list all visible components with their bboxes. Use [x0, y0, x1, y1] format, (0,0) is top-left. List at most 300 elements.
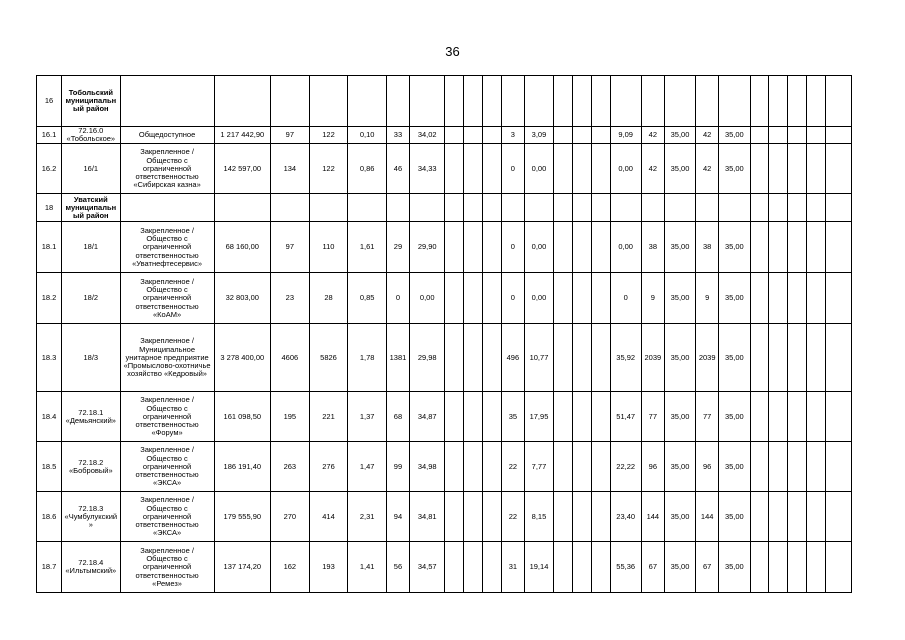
table-cell: 0,10	[348, 127, 387, 144]
table-cell: 18	[37, 194, 62, 222]
table-cell	[591, 222, 610, 273]
table-cell: 72.18.2 «Бобровый»	[62, 442, 121, 492]
table-cell	[591, 127, 610, 144]
table-cell: 179 555,90	[214, 492, 270, 542]
table-cell: Тобольский муниципальный район	[62, 76, 121, 127]
table-cell: 97	[271, 127, 310, 144]
table-cell: 9	[641, 273, 664, 324]
table-cell	[825, 273, 851, 324]
table-cell	[554, 442, 573, 492]
table-cell	[309, 76, 348, 127]
table-cell	[806, 273, 825, 324]
section-row	[37, 194, 852, 222]
table-cell: 35,00	[719, 144, 750, 194]
table-row	[37, 542, 852, 593]
table-cell	[769, 127, 788, 144]
table-cell	[554, 222, 573, 273]
table-cell	[483, 194, 502, 222]
table-cell: 18/3	[62, 324, 121, 392]
table-cell: Закрепленное / Общество с ограниченной ответственностью «КоАМ»	[120, 273, 214, 324]
table-cell	[788, 127, 807, 144]
table-cell	[769, 542, 788, 593]
table-cell: 1381	[386, 324, 409, 392]
table-cell	[825, 442, 851, 492]
table-cell: 35,00	[664, 222, 695, 273]
table-cell	[591, 194, 610, 222]
table-cell	[572, 442, 591, 492]
table-cell: 2039	[641, 324, 664, 392]
table-cell: 18/2	[62, 273, 121, 324]
table-cell: 72.18.3 «Чумбулукский»	[62, 492, 121, 542]
table-cell: 496	[501, 324, 524, 392]
table-cell: Общедоступное	[120, 127, 214, 144]
table-cell	[806, 144, 825, 194]
table-cell: 193	[309, 542, 348, 593]
table-cell: 29	[386, 222, 409, 273]
table-cell	[591, 273, 610, 324]
table-cell	[806, 324, 825, 392]
table-cell: 8,15	[524, 492, 553, 542]
table-cell: 68	[386, 392, 409, 442]
table-cell: 22,22	[610, 442, 641, 492]
table-cell: 16/1	[62, 144, 121, 194]
table-cell	[464, 222, 483, 273]
table-cell: 0	[501, 144, 524, 194]
table-cell	[591, 542, 610, 593]
table-cell	[309, 194, 348, 222]
table-cell: 42	[696, 144, 719, 194]
table-cell	[214, 194, 270, 222]
table-cell	[591, 324, 610, 392]
table-cell: 122	[309, 127, 348, 144]
table-cell: 0,00	[409, 273, 445, 324]
table-cell	[348, 76, 387, 127]
table-cell	[572, 492, 591, 542]
table-cell	[445, 76, 464, 127]
table-cell	[825, 492, 851, 542]
table-cell: 2,31	[348, 492, 387, 542]
table-cell	[750, 144, 769, 194]
table-cell	[554, 144, 573, 194]
table-cell: 122	[309, 144, 348, 194]
table-cell: 32 803,00	[214, 273, 270, 324]
table-cell	[750, 222, 769, 273]
table-cell: 97	[271, 222, 310, 273]
table-cell	[750, 273, 769, 324]
table-cell	[464, 194, 483, 222]
table-cell	[788, 392, 807, 442]
table-cell	[806, 194, 825, 222]
table-cell	[610, 194, 641, 222]
table-cell	[610, 76, 641, 127]
table-cell: 142 597,00	[214, 144, 270, 194]
table-cell	[524, 76, 553, 127]
table-cell	[591, 442, 610, 492]
table-cell: 35,00	[719, 324, 750, 392]
table-cell	[825, 392, 851, 442]
table-cell: 162	[271, 542, 310, 593]
table-cell	[386, 76, 409, 127]
table-cell	[788, 492, 807, 542]
table-cell	[483, 127, 502, 144]
table-cell: 35,00	[664, 273, 695, 324]
table-cell: 17,95	[524, 392, 553, 442]
table-cell	[591, 392, 610, 442]
table-cell	[825, 542, 851, 593]
table-cell: Закрепленное / Общество с ограниченной ответственностью «Уватнефтесервис»	[120, 222, 214, 273]
table-cell: Закрепленное / Общество с ограниченной ответственностью «Ремез»	[120, 542, 214, 593]
table-cell	[788, 222, 807, 273]
table-cell	[806, 392, 825, 442]
table-cell	[641, 76, 664, 127]
table-cell: 96	[641, 442, 664, 492]
table-cell	[788, 324, 807, 392]
table-cell: 18.3	[37, 324, 62, 392]
table-body	[37, 76, 852, 593]
table-cell	[271, 76, 310, 127]
table-row	[37, 273, 852, 324]
table-cell: 0	[501, 273, 524, 324]
table-cell	[806, 76, 825, 127]
table-cell	[825, 76, 851, 127]
table-cell: 67	[696, 542, 719, 593]
table-cell: 35,92	[610, 324, 641, 392]
table-cell	[501, 76, 524, 127]
table-cell	[750, 542, 769, 593]
table-cell: 35,00	[719, 222, 750, 273]
table-cell	[769, 392, 788, 442]
table-cell	[445, 542, 464, 593]
table-cell: 1,41	[348, 542, 387, 593]
table-cell: 34,81	[409, 492, 445, 542]
table-row	[37, 492, 852, 542]
table-cell: 35,00	[664, 144, 695, 194]
table-cell: 38	[641, 222, 664, 273]
table-cell	[769, 324, 788, 392]
table-cell: Закрепленное / Общество с ограниченной ответственностью «Форум»	[120, 392, 214, 442]
table-cell: 35,00	[719, 492, 750, 542]
table-cell	[483, 76, 502, 127]
table-cell	[825, 194, 851, 222]
table-cell: Закрепленное / Муниципальное унитарное предприятие «Промыслово-охотничье хозяйство «Кедровый»	[120, 324, 214, 392]
table-cell: 16	[37, 76, 62, 127]
table-cell	[806, 442, 825, 492]
table-cell: 35,00	[664, 442, 695, 492]
table-cell: 19,14	[524, 542, 553, 593]
table-row	[37, 392, 852, 442]
table-cell	[806, 127, 825, 144]
table-cell	[719, 76, 750, 127]
table-cell: 67	[641, 542, 664, 593]
table-cell: 18.1	[37, 222, 62, 273]
table-cell	[554, 492, 573, 542]
table-cell	[554, 392, 573, 442]
table-cell	[769, 492, 788, 542]
section-row	[37, 76, 852, 127]
table-cell	[554, 127, 573, 144]
table-cell	[696, 76, 719, 127]
table-cell: 0,86	[348, 144, 387, 194]
table-cell: 1 217 442,90	[214, 127, 270, 144]
table-row	[37, 222, 852, 273]
table-cell	[769, 442, 788, 492]
table-cell: Закрепленное / Общество с ограниченной ответственностью «ЭКСА»	[120, 492, 214, 542]
table-cell: 16.1	[37, 127, 62, 144]
hunting-grounds-table	[36, 75, 852, 593]
table-cell: 42	[641, 144, 664, 194]
table-cell: 23	[271, 273, 310, 324]
table-cell	[483, 442, 502, 492]
table-cell	[750, 492, 769, 542]
table-cell	[483, 273, 502, 324]
table-cell: 161 098,50	[214, 392, 270, 442]
table-cell	[641, 194, 664, 222]
table-cell: 56	[386, 542, 409, 593]
table-cell: 34,87	[409, 392, 445, 442]
table-cell	[464, 442, 483, 492]
table-cell	[554, 542, 573, 593]
table-cell	[348, 194, 387, 222]
table-cell	[591, 492, 610, 542]
table-cell: 29,90	[409, 222, 445, 273]
table-cell: 0,85	[348, 273, 387, 324]
table-cell: 9,09	[610, 127, 641, 144]
table-cell	[464, 76, 483, 127]
table-cell	[788, 76, 807, 127]
table-cell: 221	[309, 392, 348, 442]
table-cell	[750, 127, 769, 144]
table-cell: 9	[696, 273, 719, 324]
table-cell: 1,37	[348, 392, 387, 442]
table-cell	[386, 194, 409, 222]
table-cell: Закрепленное / Общество с ограниченной ответственностью «ЭКСА»	[120, 442, 214, 492]
table-cell	[788, 273, 807, 324]
table-cell: 16.2	[37, 144, 62, 194]
table-cell: 1,61	[348, 222, 387, 273]
table-cell	[664, 76, 695, 127]
table-cell: 42	[641, 127, 664, 144]
table-cell: 18.7	[37, 542, 62, 593]
table-cell	[501, 194, 524, 222]
table-cell	[572, 542, 591, 593]
table-cell: 2039	[696, 324, 719, 392]
table-cell: 3 278 400,00	[214, 324, 270, 392]
table-cell: Уватский муниципальный район	[62, 194, 121, 222]
table-cell: 18/1	[62, 222, 121, 273]
table-cell: 68 160,00	[214, 222, 270, 273]
table-cell	[696, 194, 719, 222]
table-row	[37, 144, 852, 194]
table-cell: 0,00	[610, 222, 641, 273]
table-cell: 94	[386, 492, 409, 542]
table-cell	[483, 222, 502, 273]
table-cell: 35,00	[719, 127, 750, 144]
table-cell: 35,00	[664, 492, 695, 542]
table-cell	[788, 442, 807, 492]
table-cell: 5826	[309, 324, 348, 392]
table-cell: 18.2	[37, 273, 62, 324]
table-cell	[445, 324, 464, 392]
table-cell	[445, 222, 464, 273]
table-cell	[445, 127, 464, 144]
table-cell	[445, 194, 464, 222]
table-cell: 4606	[271, 324, 310, 392]
table-cell: 35,00	[664, 542, 695, 593]
table-cell: 1,78	[348, 324, 387, 392]
table-cell: Закрепленное / Общество с ограниченной ответственностью «Сибирская казна»	[120, 144, 214, 194]
table-cell: 18.5	[37, 442, 62, 492]
table-cell: 29,98	[409, 324, 445, 392]
table-cell: 72.16.0 «Тобольское»	[62, 127, 121, 144]
table-cell: 35,00	[664, 392, 695, 442]
table-cell	[591, 144, 610, 194]
table-cell	[554, 194, 573, 222]
table-cell	[445, 273, 464, 324]
table-cell	[120, 76, 214, 127]
table-cell: 0,00	[524, 144, 553, 194]
table-cell	[806, 542, 825, 593]
table-cell	[483, 144, 502, 194]
table-cell: 137 174,20	[214, 542, 270, 593]
table-cell	[409, 76, 445, 127]
table-cell	[572, 127, 591, 144]
table-cell	[769, 222, 788, 273]
table-cell	[572, 324, 591, 392]
table-cell	[788, 194, 807, 222]
table-cell	[464, 542, 483, 593]
table-cell: 28	[309, 273, 348, 324]
table-cell	[445, 392, 464, 442]
table-cell	[464, 144, 483, 194]
table-cell	[554, 76, 573, 127]
table-cell	[483, 542, 502, 593]
table-cell	[409, 194, 445, 222]
table-cell: 22	[501, 442, 524, 492]
table-cell: 51,47	[610, 392, 641, 442]
table-cell: 35	[501, 392, 524, 442]
table-cell	[572, 76, 591, 127]
table-cell	[806, 492, 825, 542]
table-cell: 77	[641, 392, 664, 442]
table-cell: 38	[696, 222, 719, 273]
table-cell	[591, 76, 610, 127]
table-cell	[769, 194, 788, 222]
table-cell: 72.18.1 «Демьянский»	[62, 392, 121, 442]
table-row	[37, 442, 852, 492]
table-cell	[464, 392, 483, 442]
table-cell: 33	[386, 127, 409, 144]
table-cell: 77	[696, 392, 719, 442]
table-cell	[750, 392, 769, 442]
table-cell: 34,33	[409, 144, 445, 194]
table-cell	[750, 442, 769, 492]
table-cell: 35,00	[719, 442, 750, 492]
table-cell: 18.4	[37, 392, 62, 442]
table-cell: 35,00	[719, 273, 750, 324]
table-cell: 23,40	[610, 492, 641, 542]
table-cell: 72.18.4 «Ильтымский»	[62, 542, 121, 593]
table-cell	[769, 273, 788, 324]
table-cell	[572, 222, 591, 273]
table-cell: 99	[386, 442, 409, 492]
table-cell	[271, 194, 310, 222]
table-row	[37, 127, 852, 144]
table-cell	[664, 194, 695, 222]
table-cell	[445, 144, 464, 194]
table-cell: 31	[501, 542, 524, 593]
table-cell: 35,00	[664, 127, 695, 144]
table-cell: 263	[271, 442, 310, 492]
table-cell	[572, 144, 591, 194]
table-cell: 270	[271, 492, 310, 542]
table-cell	[825, 324, 851, 392]
table-cell	[554, 324, 573, 392]
table-cell: 186 191,40	[214, 442, 270, 492]
table-cell: 144	[641, 492, 664, 542]
table-cell: 195	[271, 392, 310, 442]
table-cell: 276	[309, 442, 348, 492]
table-cell	[825, 144, 851, 194]
table-cell	[483, 392, 502, 442]
table-cell	[483, 324, 502, 392]
table-cell: 55,36	[610, 542, 641, 593]
table-cell	[788, 144, 807, 194]
table-cell: 18.6	[37, 492, 62, 542]
table-cell	[750, 76, 769, 127]
table-cell	[750, 194, 769, 222]
table-cell: 1,47	[348, 442, 387, 492]
table-cell: 0	[610, 273, 641, 324]
table-cell: 0,00	[524, 273, 553, 324]
table-cell: 35,00	[664, 324, 695, 392]
table-cell: 414	[309, 492, 348, 542]
table-cell	[464, 273, 483, 324]
table-cell: 46	[386, 144, 409, 194]
table-cell	[214, 76, 270, 127]
table-cell: 96	[696, 442, 719, 492]
table-cell: 110	[309, 222, 348, 273]
table-cell	[445, 492, 464, 542]
table-cell: 7,77	[524, 442, 553, 492]
table-cell	[464, 492, 483, 542]
table-cell: 35,00	[719, 392, 750, 442]
table-cell	[483, 492, 502, 542]
table-cell	[750, 324, 769, 392]
table-cell	[572, 194, 591, 222]
table-cell: 10,77	[524, 324, 553, 392]
page-number: 36	[445, 44, 460, 59]
table-cell	[464, 324, 483, 392]
table-cell	[825, 222, 851, 273]
table-cell	[719, 194, 750, 222]
table-cell: 34,98	[409, 442, 445, 492]
table-cell: 22	[501, 492, 524, 542]
table-cell: 34,02	[409, 127, 445, 144]
table-cell	[445, 442, 464, 492]
table-cell: 134	[271, 144, 310, 194]
table-cell	[769, 76, 788, 127]
table-cell	[769, 144, 788, 194]
table-cell	[825, 127, 851, 144]
table-cell: 0,00	[524, 222, 553, 273]
table-cell	[572, 273, 591, 324]
table-cell: 3,09	[524, 127, 553, 144]
table-cell	[120, 194, 214, 222]
table-cell: 0,00	[610, 144, 641, 194]
table-cell: 144	[696, 492, 719, 542]
table-cell	[524, 194, 553, 222]
table-cell: 42	[696, 127, 719, 144]
